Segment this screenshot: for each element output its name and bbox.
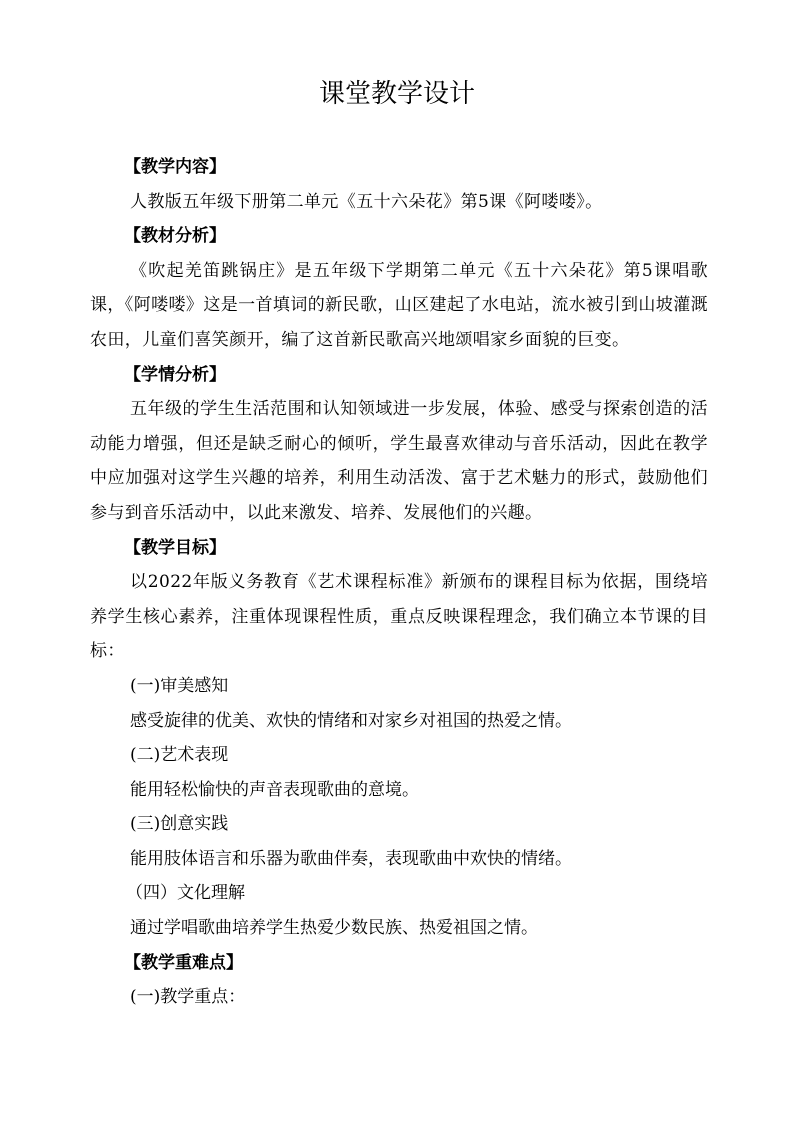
document-body <box>90 150 708 1015</box>
section-heading-goals: 【教学目标】 <box>124 537 226 558</box>
page-title: 课堂教学设计 <box>318 79 475 109</box>
section-heading-key-points: 【教学重难点】 <box>124 952 243 973</box>
section-text-goals-intro: 以2022年版义务教育《艺术课程标准》新颁布的课程目标为依据，围绕培养学生核心素养，注重体现课程性质，重点反映课程理念，我们确立本节课的目标： <box>90 572 708 662</box>
goal-text-expression: 能用轻松愉快的声音表现歌曲的意境。 <box>130 779 419 800</box>
goal-text-aesthetic: 感受旋律的优美、欢快的情绪和对家乡对祖国的热爱之情。 <box>130 710 572 731</box>
goal-label-culture: （四）文化理解 <box>126 883 245 904</box>
goal-label-expression: (二)艺术表现 <box>130 745 229 766</box>
section-heading-students: 【学情分析】 <box>124 364 226 385</box>
goal-label-aesthetic: (一)审美感知 <box>130 675 229 696</box>
section-text-material: 《吹起羌笛跳锅庄》是五年级下学期第二单元《五十六朵花》第5课唱歌课，《阿喽喽》这是一首填词的新民歌，山区建起了水电站，流水被引到山坡灌溉农田，儿童们喜笑颜开，编了这首新民歌高兴地颂唱家乡面貌的巨变。 <box>90 260 708 350</box>
section-text-content: 人教版五年级下册第二单元《五十六朵花》第5课《阿喽喽》。 <box>130 191 603 212</box>
goal-label-practice: (三)创意实践 <box>130 814 229 835</box>
section-heading-material: 【教材分析】 <box>124 226 226 247</box>
goal-text-practice: 能用肢体语言和乐器为歌曲伴奏，表现歌曲中欢快的情绪。 <box>130 848 572 869</box>
goal-text-culture: 通过学唱歌曲培养学生热爱少数民族、热爱祖国之情。 <box>130 918 538 939</box>
key-points-first: (一)教学重点： <box>130 987 246 1008</box>
section-heading-content: 【教学内容】 <box>124 157 226 177</box>
section-text-students: 五年级的学生生活范围和认知领域进一步发展，体验、感受与探索创造的活动能力增强，但还是缺乏耐心的倾听，学生最喜欢律动与音乐活动，因此在教学中应加强对这学生兴趣的培养，利用生动活泼、富于艺术魅力的形式，鼓励他们参与到音乐活动中，以此来激发、培养、发展他们的兴趣。 <box>90 399 708 523</box>
